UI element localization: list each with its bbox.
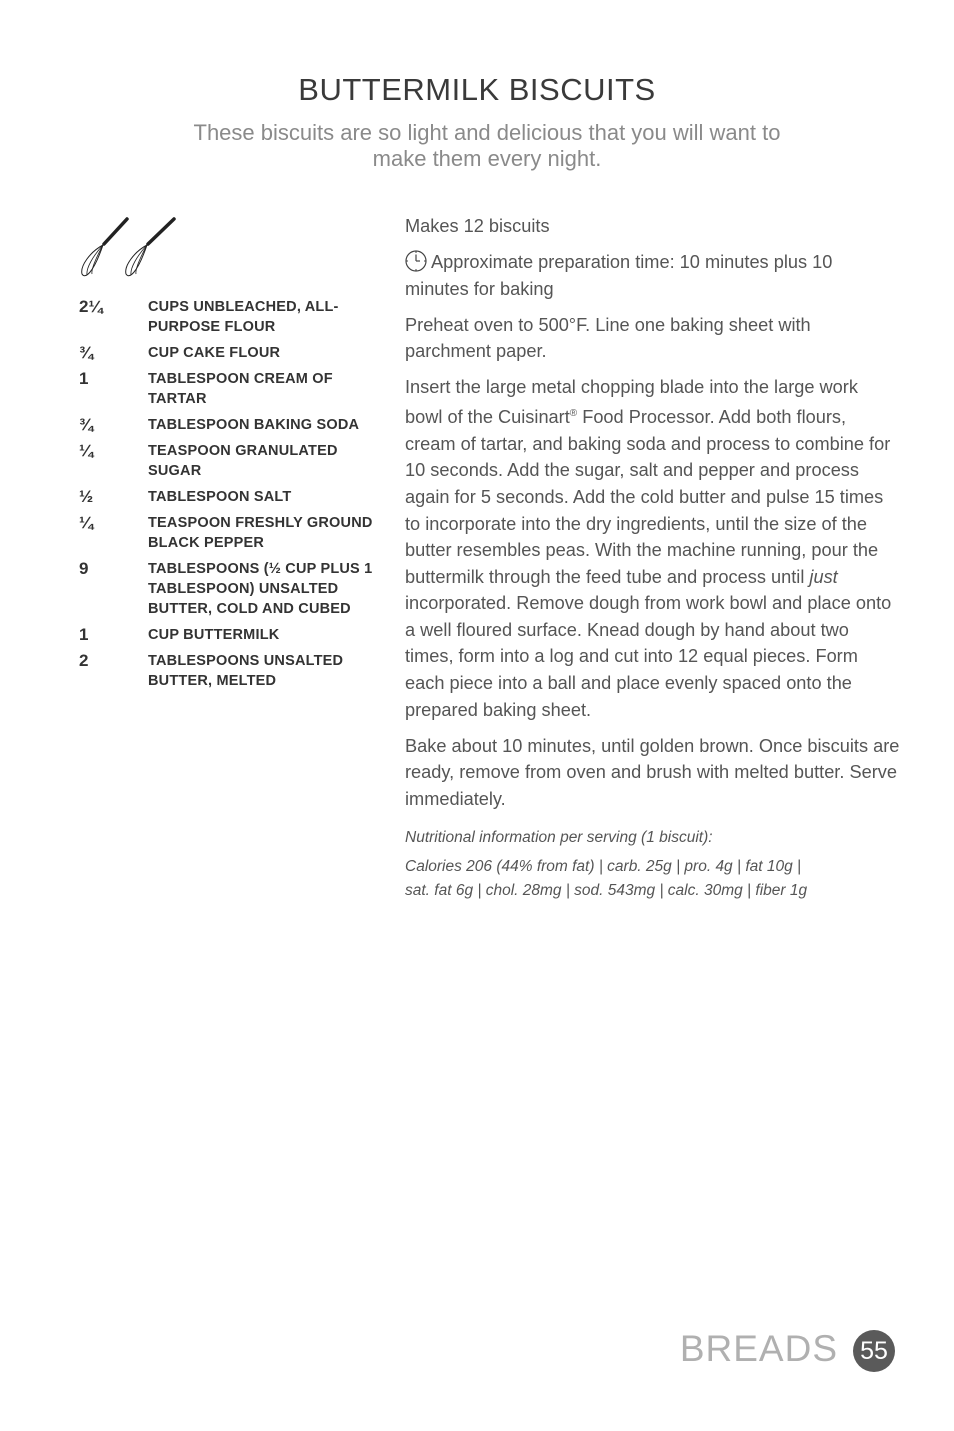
ingredient-row — [79, 297, 379, 337]
step-main-part-b: Food Processor. Add both flours, cream of tartar, and baking soda and process to combine for 10 seconds. Add the sugar, salt and pepper and process again for 5 seconds. Add the cold butter and pulse 15 times to incorporate into the dry ingredients, until the size of the butter resembles peas. With the machine running, pour the buttermilk through the feed tube and process until — [405, 407, 891, 587]
ingredient-row — [79, 559, 379, 619]
ingredient-description: TABLESPOON BAKING SODA — [148, 417, 360, 433]
ingredient-quantity: ½ — [79, 487, 94, 506]
recipe-instructions — [405, 213, 900, 903]
whisk-icon — [126, 219, 174, 276]
ingredient-row — [79, 513, 379, 553]
yield-text: Makes 12 biscuits — [405, 216, 550, 236]
ingredient-row — [79, 343, 379, 363]
ingredient-quantity: 1 — [79, 369, 89, 388]
ingredient-quantity: ¾ — [79, 343, 94, 362]
ingredient-description: CUP CAKE FLOUR — [148, 345, 281, 361]
ingredient-row — [79, 487, 379, 507]
ingredient-quantity: 2 — [79, 651, 89, 670]
recipe-subtitle: These biscuits are so light and delicious that you will want to make them every night. — [193, 120, 781, 171]
ingredient-row — [79, 651, 379, 691]
ingredient-description: TABLESPOON CREAM OF TARTAR — [148, 371, 333, 407]
ingredient-description: TEASPOON FRESHLY GROUND BLACK PEPPER — [148, 515, 373, 551]
ingredient-row — [79, 441, 379, 481]
ingredient-quantity: 9 — [79, 559, 89, 578]
step-bake: Bake about 10 minutes, until golden brown. Once biscuits are ready, remove from oven and brush with melted butter. Serve immediately. — [405, 735, 900, 809]
ingredient-description: CUPS UNBLEACHED, ALL-PURPOSE FLOUR — [148, 299, 339, 335]
step-preheat: Preheat oven to 500°F. Line one baking sheet with parchment paper. — [405, 314, 811, 362]
nutrition-heading: Nutritional information per serving (1 biscuit): — [405, 828, 713, 846]
ingredient-quantity: 2¼ — [79, 297, 103, 316]
nutrition-line: sat. fat 6g | chol. 28mg | sod. 543mg | calc. 30mg | fiber 1g — [405, 881, 808, 899]
recipe-title: BUTTERMILK BISCUITS — [298, 72, 656, 107]
ingredient-list — [79, 297, 379, 697]
ingredient-row — [79, 625, 379, 645]
ingredient-quantity: ¼ — [79, 441, 94, 460]
nutrition-line: Calories 206 (44% from fat) | carb. 25g | pro. 4g | fat 10g | — [405, 857, 802, 875]
whisk-icon — [82, 219, 127, 276]
ingredient-quantity: ¾ — [79, 415, 94, 434]
page-number-badge: 55 — [853, 1330, 895, 1372]
prep-time-text: Approximate preparation time: 10 minutes plus 10 minutes for baking — [405, 252, 833, 299]
ingredient-quantity: 1 — [79, 625, 89, 644]
ingredient-description: TABLESPOON SALT — [148, 489, 292, 505]
ingredient-description: TABLESPOONS UNSALTED BUTTER, MELTED — [148, 653, 344, 689]
ingredient-row — [79, 415, 379, 435]
ingredient-row — [79, 369, 379, 409]
step-main-part-a: Insert the large metal chopping blade into the large work bowl of the Cuisinart — [405, 377, 858, 428]
clock-icon — [405, 250, 427, 272]
prep-time — [405, 249, 900, 302]
ingredient-quantity: ¼ — [79, 513, 94, 532]
registered-mark: ® — [569, 408, 578, 420]
section-label: BREADS — [679, 1328, 838, 1369]
step-main-emphasis: just — [809, 566, 838, 587]
step-main — [405, 374, 900, 723]
ingredient-description: TEASPOON GRANULATED SUGAR — [148, 443, 338, 479]
ingredient-description: TABLESPOONS (½ CUP PLUS 1 TABLESPOON) UNSALTED BUTTER, COLD AND CUBED — [148, 561, 373, 617]
ingredient-description: CUP BUTTERMILK — [148, 627, 280, 643]
two-whisks-icon — [78, 216, 178, 280]
step-main-part-c: incorporated. Remove dough from work bowl and place onto a well floured surface. Knead dough by hand about two times, form into a log and cut into 12 equal pieces. Form each piece into a ball and place evenly spaced onto the prepared baking sheet. — [405, 593, 892, 720]
